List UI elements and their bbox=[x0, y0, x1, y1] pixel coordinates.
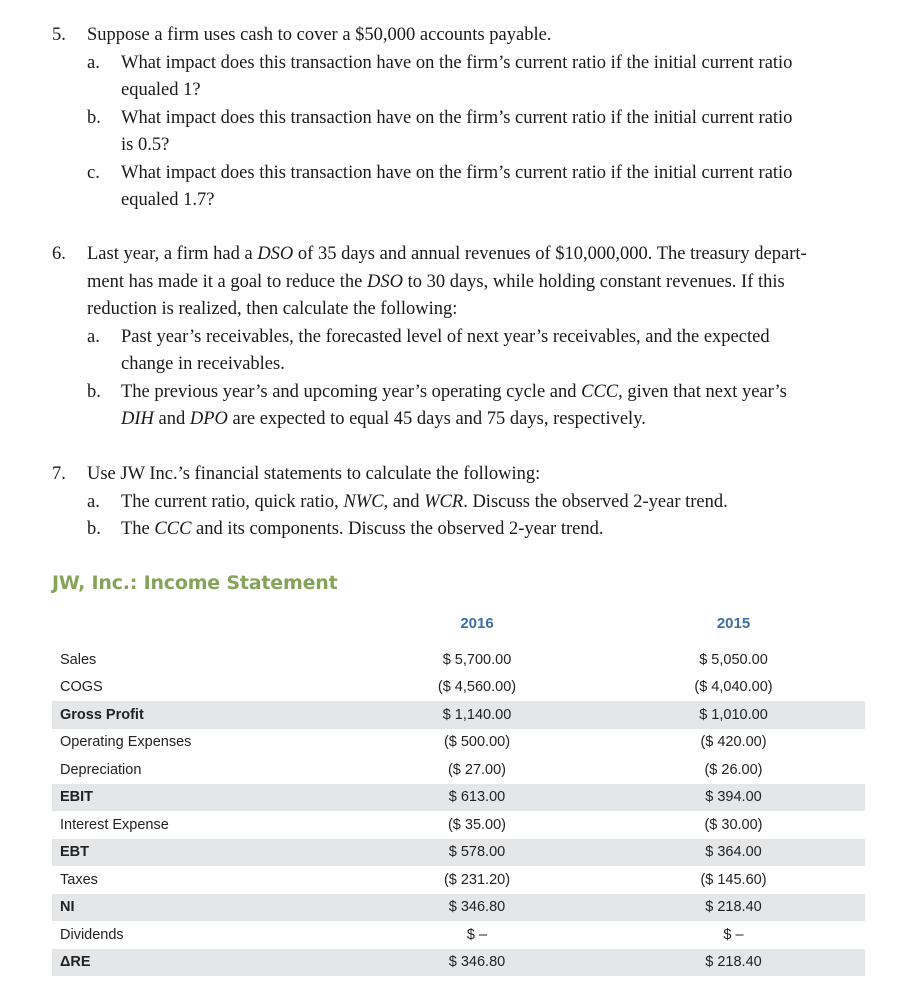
row-label: COGS bbox=[60, 679, 103, 696]
sub-text-line: is 0.5? bbox=[121, 135, 170, 155]
value-2015: ($ 4,040.00) bbox=[694, 679, 773, 696]
income-statement-table bbox=[52, 610, 865, 976]
value-2015: $ – bbox=[723, 926, 744, 943]
sub-text-line: and bbox=[153, 409, 190, 429]
sub-question-b bbox=[87, 379, 867, 434]
question-text: Use JW Inc.’s financial statements to calculate the following: bbox=[87, 464, 541, 484]
sub-text: The current ratio, quick ratio, bbox=[121, 491, 344, 512]
question-number: 6. bbox=[52, 244, 66, 264]
row-label: EBIT bbox=[60, 789, 94, 806]
sub-letter: b. bbox=[87, 107, 101, 128]
question-text: to 30 days, while holding constant revenues. If this bbox=[402, 271, 785, 292]
table-row bbox=[52, 756, 865, 784]
table-row bbox=[52, 894, 865, 922]
value-2015: $ 218.40 bbox=[705, 954, 762, 971]
sub-text-line: Past year’s receivables, the forecasted level of next year’s receivables, and the expected bbox=[121, 326, 770, 347]
sub-text-line: equaled 1.7? bbox=[121, 190, 215, 210]
value-2015: $ 1,010.00 bbox=[699, 706, 768, 723]
value-2016: $ – bbox=[466, 926, 488, 943]
sub-question-b bbox=[87, 516, 867, 544]
term-dpo: DPO bbox=[189, 409, 228, 429]
sub-text-line: change in receivables. bbox=[121, 354, 285, 374]
row-label: ΔRE bbox=[60, 954, 91, 971]
question-6 bbox=[52, 241, 867, 434]
table-row bbox=[52, 674, 865, 702]
value-2016: ($ 27.00) bbox=[447, 761, 507, 778]
term-dso: DSO bbox=[366, 271, 403, 292]
table-header bbox=[52, 610, 865, 637]
sub-text: , and bbox=[383, 491, 425, 512]
sub-question-a bbox=[87, 324, 867, 379]
sub-text-line: What impact does this transaction have on the firm’s current ratio if the initial current ratio bbox=[121, 162, 793, 183]
sub-text: and its components. Discuss the observed 2-year trend. bbox=[191, 519, 604, 539]
value-2016: $ 613.00 bbox=[448, 789, 506, 806]
question-5 bbox=[52, 22, 867, 215]
question-text: Last year, a firm had a bbox=[87, 244, 258, 264]
row-label: Taxes bbox=[60, 871, 98, 888]
table-row bbox=[52, 921, 865, 949]
term-nwc: NWC bbox=[343, 491, 384, 512]
row-label: Sales bbox=[60, 651, 97, 668]
value-2016: ($ 500.00) bbox=[443, 734, 511, 751]
table-row bbox=[52, 811, 865, 839]
row-label: Depreciation bbox=[60, 761, 142, 778]
sub-letter: b. bbox=[87, 381, 101, 402]
term-wcr: WCR bbox=[424, 491, 464, 512]
sub-letter: a. bbox=[87, 52, 100, 73]
table-row bbox=[52, 646, 865, 674]
value-2016: $ 1,140.00 bbox=[442, 706, 512, 723]
table-row bbox=[52, 866, 865, 894]
value-2015: $ 394.00 bbox=[705, 789, 762, 806]
value-2015: ($ 26.00) bbox=[704, 761, 763, 778]
sub-text-line: What impact does this transaction have on the firm’s current ratio if the initial current ratio bbox=[121, 52, 793, 73]
table-row bbox=[52, 839, 865, 867]
sub-letter: a. bbox=[87, 326, 100, 347]
value-2015: $ 364.00 bbox=[705, 844, 762, 861]
value-2016: ($ 231.20) bbox=[443, 871, 511, 888]
table-row bbox=[52, 949, 865, 977]
question-number: 5. bbox=[52, 25, 66, 45]
question-number: 7. bbox=[52, 464, 66, 484]
row-label: EBT bbox=[60, 844, 89, 861]
term-ccc: CCC bbox=[154, 519, 192, 539]
value-2015: ($ 420.00) bbox=[700, 734, 767, 751]
sub-question-a bbox=[87, 489, 867, 517]
question-text: Suppose a firm uses cash to cover a $50,000 accounts payable. bbox=[87, 25, 552, 45]
value-2016: $ 346.80 bbox=[448, 899, 506, 916]
row-label: Operating Expenses bbox=[60, 734, 192, 751]
value-2016: $ 346.80 bbox=[448, 954, 506, 971]
sub-text-line: What impact does this transaction have on the firm’s current ratio if the initial current ratio bbox=[121, 107, 793, 128]
sub-question-c bbox=[87, 160, 867, 215]
question-7 bbox=[52, 461, 867, 544]
row-label: Dividends bbox=[60, 926, 124, 943]
column-header-2015: 2015 bbox=[716, 615, 751, 632]
table-title: JW, Inc.: Income Statement bbox=[52, 572, 338, 594]
table-body bbox=[52, 646, 865, 976]
table-row bbox=[52, 784, 865, 812]
term-dih: DIH bbox=[121, 409, 154, 429]
sub-letter: a. bbox=[87, 491, 100, 512]
row-label: Interest Expense bbox=[60, 816, 169, 833]
question-text: reduction is realized, then calculate the following: bbox=[87, 299, 458, 319]
sub-text-line: equaled 1? bbox=[121, 80, 201, 100]
value-2015: ($ 145.60) bbox=[700, 871, 767, 888]
table-row bbox=[52, 729, 865, 757]
sub-text: . Discuss the observed 2-year trend. bbox=[463, 491, 728, 512]
value-2016: $ 578.00 bbox=[448, 844, 506, 861]
value-2015: $ 5,050.00 bbox=[699, 651, 768, 668]
term-ccc: CCC bbox=[581, 381, 619, 402]
sub-text-line: , given that next year’s bbox=[618, 381, 787, 402]
sub-letter: b. bbox=[87, 519, 101, 539]
value-2016: ($ 4,560.00) bbox=[437, 679, 517, 696]
table-row bbox=[52, 701, 865, 729]
sub-text-line: The previous year’s and upcoming year’s operating cycle and bbox=[121, 381, 582, 402]
sub-text: The bbox=[121, 519, 155, 539]
value-2015: ($ 30.00) bbox=[704, 816, 763, 833]
value-2015: $ 218.40 bbox=[705, 899, 762, 916]
question-text: ment has made it a goal to reduce the bbox=[87, 271, 367, 292]
value-2016: $ 5,700.00 bbox=[442, 651, 512, 668]
sub-letter: c. bbox=[87, 162, 100, 183]
sub-text-line: are expected to equal 45 days and 75 days, respectively. bbox=[227, 409, 646, 429]
row-label: NI bbox=[60, 899, 75, 916]
value-2016: ($ 35.00) bbox=[447, 816, 507, 833]
column-header-2016: 2016 bbox=[460, 615, 494, 632]
term-dso: DSO bbox=[257, 244, 294, 264]
row-label: Gross Profit bbox=[60, 706, 144, 723]
sub-question-a bbox=[87, 50, 867, 105]
sub-question-b bbox=[87, 105, 867, 160]
question-text: of 35 days and annual revenues of $10,000,000. The treasury depart- bbox=[293, 244, 807, 264]
